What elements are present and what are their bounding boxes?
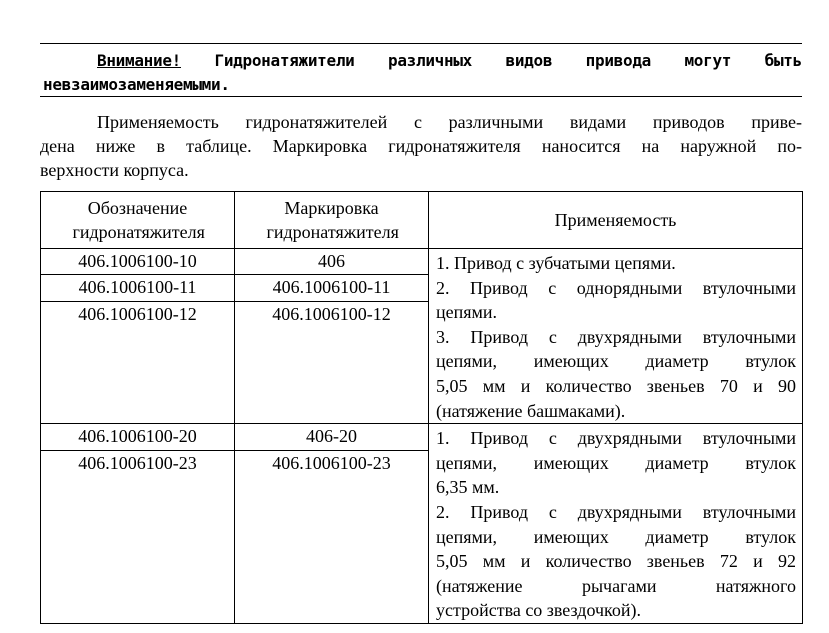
applicability-line: цепями, имеющих диаметр втулок: [436, 351, 796, 372]
table-header-row: [41, 192, 803, 249]
designation-cell: 406.1006100-11: [41, 275, 235, 301]
applicability-line: (натяжение рычагами натяжного: [436, 575, 796, 596]
marking-cell: 406-20: [235, 424, 429, 450]
applicability-line: 1. Привод с двухрядными втулочными: [436, 428, 796, 449]
warning-title: Внимание!: [97, 51, 181, 70]
applicability-line: (натяжение башмаками).: [436, 400, 626, 421]
applicability-cell: [429, 424, 803, 624]
header-designation: Обозначение гидронатяжителя: [41, 192, 235, 249]
warning-line-1: [97, 51, 802, 70]
warning-text: Гидронатяжители различных видов привода могут быть: [214, 51, 802, 70]
applicability-table: [40, 191, 803, 624]
table-row: [41, 424, 803, 450]
applicability-cell: [429, 249, 803, 424]
applicability-line: 6,35 мм.: [436, 477, 500, 498]
warning-box: [40, 43, 802, 97]
paragraph-line: Применяемость гидронатяжителей с различными видами приводов приве-: [97, 112, 802, 132]
designation-cell: 406.1006100-10: [41, 249, 235, 275]
paragraph-line: дена ниже в таблице. Маркировка гидронатяжителя наносится на наружной по-: [40, 136, 802, 156]
marking-cell: 406.1006100-23: [235, 450, 429, 623]
designation-cell: 406.1006100-12: [41, 301, 235, 424]
warning-line-2: невзаимозаменяемыми.: [43, 75, 230, 94]
marking-cell: 406.1006100-12: [235, 301, 429, 424]
paragraph-line: верхности корпуса.: [40, 160, 189, 180]
designation-cell: 406.1006100-20: [41, 424, 235, 450]
applicability-line: устройства со звездочкой).: [436, 600, 642, 621]
designation-cell: 406.1006100-23: [41, 450, 235, 623]
applicability-line: 5,05 мм и количество звеньев 72 и 92: [436, 551, 796, 572]
header-marking: Маркировка гидронатяжителя: [235, 192, 429, 249]
applicability-line: 1. Привод с зубчатыми цепями.: [436, 253, 676, 273]
applicability-line: 3. Привод с двухрядными втулочными: [436, 326, 796, 347]
applicability-line: 2. Привод с однорядными втулочными: [436, 277, 796, 298]
applicability-line: 5,05 мм и количество звеньев 70 и 90: [436, 375, 796, 396]
table-row: [41, 249, 803, 275]
applicability-line: 2. Привод с двухрядными втулочными: [436, 501, 796, 522]
marking-cell: 406: [235, 249, 429, 275]
marking-cell: 406.1006100-11: [235, 275, 429, 301]
header-applicability: Применяемость: [429, 192, 803, 249]
applicability-line: цепями, имеющих диаметр втулок: [436, 452, 796, 473]
applicability-line: цепями.: [436, 302, 498, 323]
applicability-line: цепями, имеющих диаметр втулок: [436, 526, 796, 547]
